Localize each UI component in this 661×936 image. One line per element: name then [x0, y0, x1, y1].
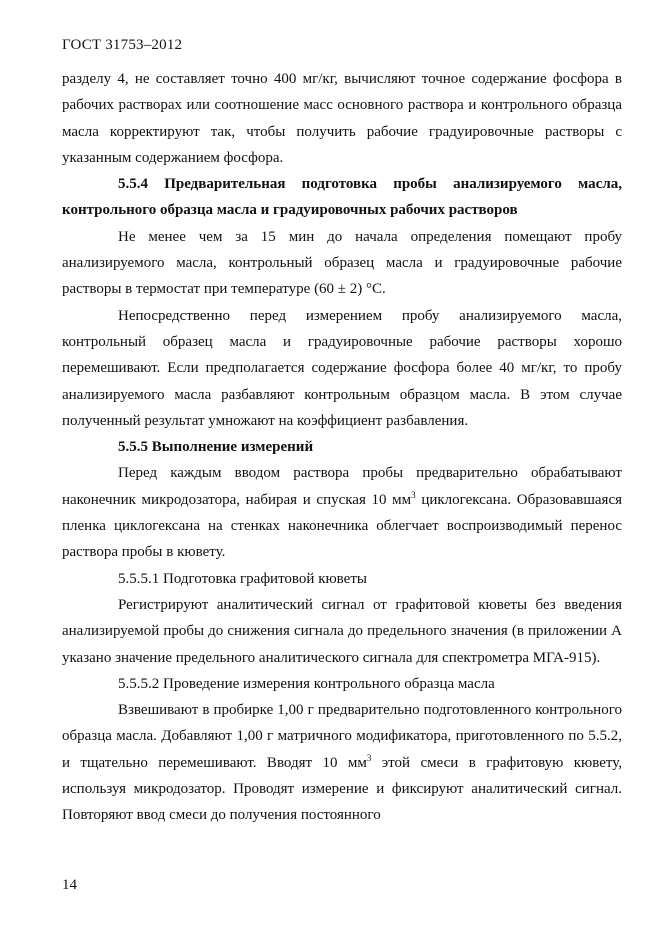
paragraph: Непосредственно перед измерением пробу анализируемого масла, контрольный образец масла и градуировочные рабочие растворы хорошо перемешивают. Если предполагается содержание фосфора более 40 мг/кг, то пробу анализируемого масла разбавляют контрольным образцом масла. В этом случае полученный результат умножают на коэффициент разбавления.	[62, 307, 622, 429]
paragraph: Регистрируют аналитический сигнал от графитовой кюветы без введения анализируемой пробы до снижения сигнала до предельного значения (в приложении А указано значение предельного аналитического сигнала для спектрометра МГА-915).	[62, 596, 622, 666]
document-body	[62, 66, 622, 829]
paragraph-text: Взвешивают в пробирке 1,00 г предварительно подготовленного контрольного образца масла. Добавляют 1,00 г матричного модификатора, приготовленного по 5.5.2, и тщательно перемешивают. Вводят 10 мм	[62, 702, 622, 771]
paragraph-text: циклогексана. Образовавшаяся пленка циклогексана на стенках наконечника облегчает воспроизводимый перенос раствора пробы в кювету.	[62, 491, 622, 561]
paragraph	[62, 697, 622, 828]
superscript: 3	[411, 489, 416, 500]
page-number: 14	[62, 877, 77, 893]
paragraph-text: этой смеси в графитовую кювету, используя микродозатор. Проводят измерение и фиксируют аналитический сигнал. Повторяют ввод смеси до получения постоянного	[62, 754, 623, 824]
section-heading-5-5-4: 5.5.4 Предварительная подготовка пробы анализируемого масла, контрольного образца масла и градуировочных рабочих растворов	[62, 176, 622, 219]
paragraph	[62, 460, 622, 565]
running-header: ГОСТ 31753–2012	[62, 37, 183, 53]
paragraph-text: Перед каждым вводом раствора пробы предварительно обрабатывают наконечник микродозатора, набирая и спуская 10 мм	[62, 465, 622, 508]
paragraph-continuation: разделу 4, не составляет точно 400 мг/кг, вычисляют точное содержание фосфора в рабочих растворах или соотношение масс основного раствора и контрольного образца масла корректируют так, чтобы получить рабочие градуировочные растворы с указанным содержанием фосфора.	[62, 71, 622, 166]
section-heading-5-5-5: 5.5.5 Выполнение измерений	[118, 439, 314, 456]
subsection-heading-5-5-5-2: 5.5.5.2 Проведение измерения контрольного образца масла	[118, 675, 495, 692]
superscript: 3	[366, 752, 372, 763]
paragraph: Не менее чем за 15 мин до начала определения помещают пробу анализируемого масла, контрольный образец масла и градуировочные рабочие растворы в термостат при температуре (60 ± 2) °С.	[62, 228, 622, 298]
subsection-heading-5-5-5-1: 5.5.5.1 Подготовка графитовой кюветы	[118, 570, 367, 587]
